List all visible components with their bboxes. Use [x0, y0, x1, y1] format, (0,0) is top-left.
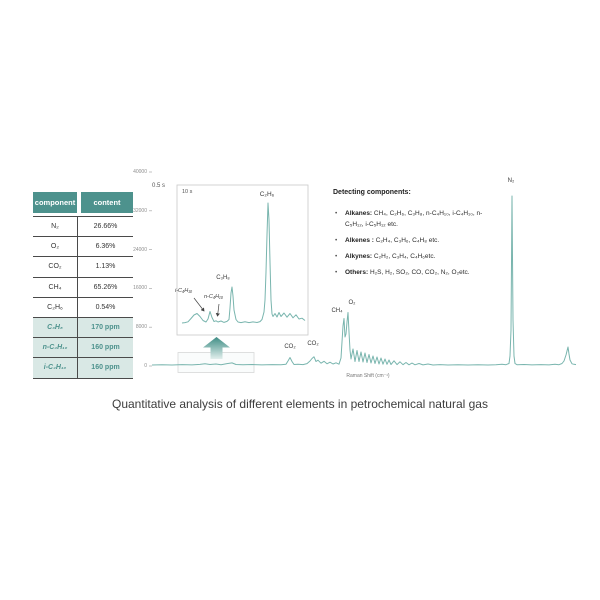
- detecting-heading: Detecting components:: [333, 189, 411, 196]
- bullet-icon: •: [335, 253, 338, 261]
- inset-integration-label: 10 s: [182, 189, 193, 195]
- table-body: [33, 216, 133, 379]
- component-cell: C₃H₈: [33, 318, 78, 337]
- peak-label-c2h6: C₂H₆: [259, 191, 275, 198]
- peak-label-i-c4h10: i-C₄H₁₀: [175, 288, 193, 294]
- item-text: C₂H₄, C₃H₆, C₄H₈ etc.: [375, 237, 440, 245]
- content-cell: 6.36%: [95, 243, 116, 251]
- peak-label-n2: N₂: [507, 178, 515, 184]
- content-cell: 170 ppm: [91, 324, 120, 332]
- ytick-16000: 16000: [133, 285, 147, 292]
- item-text: C₂H₂, C₃H₄, C₄H₆etc.: [373, 253, 436, 261]
- ytick-32000: 32000: [133, 207, 147, 214]
- item-text: H₂S, H₂, SO₂, CO, CO₂, N₂, O₂etc.: [369, 269, 470, 277]
- peak-label-n-c4h10: n-C₄H₁₀: [204, 294, 224, 300]
- component-cell: i-C₄H₁₀: [33, 358, 78, 377]
- table-header-component: component: [33, 192, 77, 213]
- x-axis-label: Raman Shift (cm⁻¹): [346, 373, 390, 379]
- list-item-alkynes: [333, 251, 493, 262]
- content-cell: 160 ppm: [91, 364, 120, 372]
- component-table: [33, 192, 133, 379]
- table-row: [33, 216, 133, 237]
- table-row-highlight: [33, 318, 133, 338]
- inset-frame: [177, 185, 308, 335]
- table-header: [33, 192, 133, 213]
- component-cell: CH₄: [33, 278, 78, 297]
- component-cell: O₂: [33, 237, 78, 256]
- content-cell: 1.13%: [95, 263, 116, 271]
- item-label: Alkenes :: [345, 237, 374, 245]
- table-row: [33, 257, 133, 277]
- item-label: Others:: [345, 269, 369, 277]
- table-row: [33, 237, 133, 257]
- peak-label-co2-2: CO₂: [307, 341, 319, 347]
- table-row: [33, 278, 133, 298]
- component-cell: N₂: [33, 217, 78, 236]
- ytick-24000: 24000: [133, 246, 147, 253]
- bullet-icon: •: [335, 237, 338, 245]
- table-row-highlight: [33, 358, 133, 378]
- item-label: Alkanes:: [345, 210, 373, 217]
- bullet-icon: •: [335, 210, 338, 217]
- peak-label-co2-1: CO₂: [284, 344, 296, 350]
- ytick-40000: 40000: [133, 169, 147, 175]
- list-item-alkenes: [333, 235, 493, 246]
- y-axis-ticks: [149, 172, 152, 366]
- content-cell: 0.54%: [95, 303, 116, 311]
- content-cell: 160 ppm: [91, 344, 120, 352]
- peak-label-ch4: CH₄: [331, 308, 343, 314]
- item-text: CH₄, C₂H₆, C₃H₈, n-C₄H₁₀, i-C₄H₁₀, n-C₅H₁₂, i-C₅H₁₂ etc.: [345, 210, 483, 229]
- ytick-8000: 8000: [135, 324, 147, 331]
- figure-caption: Quantitative analysis of different elements in petrochemical natural gas: [112, 397, 488, 411]
- content-cell: 26.66%: [93, 223, 118, 231]
- peak-label-o2: O₂: [348, 300, 356, 306]
- list-item-others: [333, 267, 493, 278]
- table-row-highlight: [33, 338, 133, 358]
- table-row: [33, 298, 133, 318]
- peak-label-c3h8: C₃H₈: [216, 275, 230, 281]
- table-header-content: content: [81, 192, 133, 213]
- ytick-0: 0: [144, 363, 147, 369]
- list-item-alkanes: [333, 208, 493, 230]
- content-cell: 65.26%: [93, 283, 118, 291]
- component-cell: n-C₄H₁₀: [33, 338, 78, 357]
- detecting-components-panel: [333, 189, 493, 283]
- bullet-icon: •: [335, 269, 338, 277]
- item-label: Alkynes:: [345, 253, 373, 261]
- main-integration-label: 0.5 s: [152, 183, 166, 189]
- component-cell: CO₂: [33, 257, 78, 276]
- component-cell: C₂H₆: [33, 298, 78, 317]
